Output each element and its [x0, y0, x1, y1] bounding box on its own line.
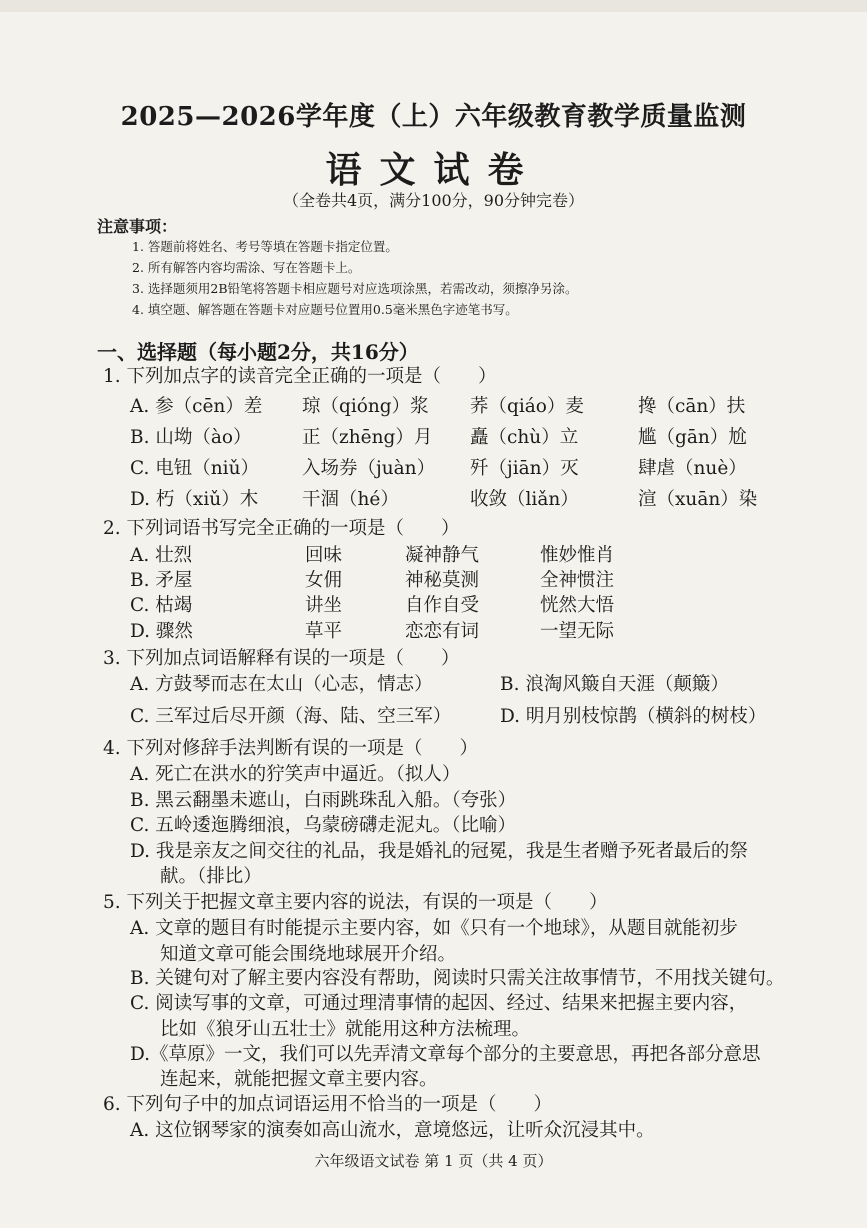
q1-option: D. 朽（xiǔ）木: [130, 489, 259, 510]
q3-option: A. 方鼓琴而志在太山（心志，情志）: [130, 674, 433, 695]
q2-option: 自作自受: [405, 595, 480, 616]
q6-option: A. 这位钢琴家的演奏如高山流水，意境悠远，让听众沉浸其中。: [130, 1120, 655, 1141]
notice-item: 2. 所有解答内容均需涂、写在答题卡上。: [132, 260, 361, 275]
q2-option: 女佣: [305, 570, 343, 591]
q5-option-cont: 连起来，就能把握文章主要内容。: [160, 1069, 438, 1090]
notice-item: 4. 填空题、解答题在答题卡对应题号位置用0.5毫米黑色字迹笔书写。: [132, 302, 518, 317]
q2-option: 凝神静气: [405, 545, 480, 566]
q2-option: 一望无际: [540, 621, 615, 642]
q1-option: 搀（cān）扶: [638, 396, 746, 417]
exam-meta: （全卷共4页，满分100分，90分钟完卷）: [282, 191, 585, 210]
question-stem: 3. 下列加点词语解释有误的一项是（ ）: [103, 648, 460, 669]
page-footer: 六年级语文试卷 第 1 页（共 4 页）: [314, 1152, 553, 1170]
section-heading: 一、选择题（每小题2分，共16分）: [97, 340, 419, 364]
q1-option: 肆虐（nuè）: [638, 458, 747, 479]
q4-option-cont: 献。（排比）: [160, 866, 262, 887]
exam-title: 2025—2026学年度（上）六年级教育教学质量监测: [120, 102, 747, 132]
q5-option: B. 关键句对了解主要内容没有帮助，阅读时只需关注故事情节，不用找关键句。: [130, 968, 785, 989]
q2-option: 全神惯注: [540, 570, 615, 591]
question-stem: 1. 下列加点字的读音完全正确的一项是（ ）: [103, 366, 497, 387]
question-stem: 5. 下列关于把握文章主要内容的说法，有误的一项是（ ）: [103, 892, 608, 913]
q4-option: D. 我是亲友之间交往的礼品，我是婚礼的冠冕，我是生者赠予死者最后的祭: [130, 841, 748, 862]
question-stem: 2. 下列词语书写完全正确的一项是（ ）: [103, 518, 460, 539]
q1-option: 干涸（hé）: [302, 489, 399, 510]
subject-title: 语文试卷: [325, 149, 542, 191]
q4-option: B. 黑云翻墨未遮山，白雨跳珠乱入船。（夸张）: [130, 790, 517, 811]
q5-option: D.《草原》一文，我们可以先弄清文章每个部分的主要意思，再把各部分意思: [130, 1044, 761, 1065]
q4-option: A. 死亡在洪水的狞笑声中逼近。（拟人）: [130, 764, 461, 785]
q1-option: 入场券（juàn）: [302, 458, 436, 479]
q2-option: D. 骤然: [130, 621, 193, 642]
question-stem: 4. 下列对修辞手法判断有误的一项是（ ）: [103, 738, 479, 759]
notice-item: 3. 选择题须用2B铅笔将答题卡相应题号对应选项涂黑，若需改动，须擦净另涂。: [132, 281, 578, 296]
question-stem: 6. 下列句子中的加点词语运用不恰当的一项是（ ）: [103, 1094, 553, 1115]
scan-top-edge: [0, 0, 867, 12]
q1-option: 正（zhēng）月: [302, 427, 433, 448]
q5-option: A. 文章的题目有时能提示主要内容，如《只有一个地球》，从题目就能初步: [130, 918, 738, 939]
q2-option: 草平: [305, 621, 343, 642]
q5-option-cont: 比如《狼牙山五壮士》就能用这种方法梳理。: [160, 1019, 531, 1040]
q1-option: 尴（gān）尬: [638, 427, 747, 448]
q3-option: C. 三军过后尽开颜（海、陆、空三军）: [130, 706, 452, 727]
q3-option: B. 浪淘风簸自天涯（颠簸）: [500, 674, 729, 695]
q2-option: 回味: [305, 545, 343, 566]
notice-title: 注意事项：: [97, 217, 178, 236]
q1-option: 琼（qióng）浆: [302, 396, 429, 417]
q5-option-cont: 知道文章可能会围绕地球展开介绍。: [160, 944, 457, 965]
q3-option: D. 明月别枝惊鹊（横斜的树枝）: [500, 706, 767, 727]
q1-option: 荞（qiáo）麦: [470, 396, 584, 417]
q1-option: 收敛（liǎn）: [470, 489, 579, 510]
q2-option: C. 枯竭: [130, 595, 193, 616]
q2-option: B. 矛屋: [130, 570, 193, 591]
q2-option: 恋恋有词: [405, 621, 480, 642]
q2-option: 惟妙惟肖: [540, 545, 615, 566]
notice-item: 1. 答题前将姓名、考号等填在答题卡指定位置。: [132, 239, 398, 254]
q2-option: 恍然大悟: [540, 595, 615, 616]
q1-option: B. 山坳（ào）: [130, 427, 252, 448]
q1-option: 矗（chù）立: [470, 427, 579, 448]
q1-option: A. 参（cēn）差: [130, 396, 263, 417]
q1-option: 渲（xuān）染: [638, 489, 758, 510]
q2-option: 讲坐: [305, 595, 343, 616]
q4-option: C. 五岭逶迤腾细浪，乌蒙磅礴走泥丸。（比喻）: [130, 815, 517, 836]
q2-option: A. 壮烈: [130, 545, 193, 566]
q1-option: 歼（jiān）灭: [470, 458, 579, 479]
q2-option: 神秘莫测: [405, 570, 480, 591]
q5-option: C. 阅读写事的文章，可通过理清事情的起因、经过、结果来把握主要内容，: [130, 993, 748, 1014]
q1-option: C. 电钮（niǔ）: [130, 458, 260, 479]
